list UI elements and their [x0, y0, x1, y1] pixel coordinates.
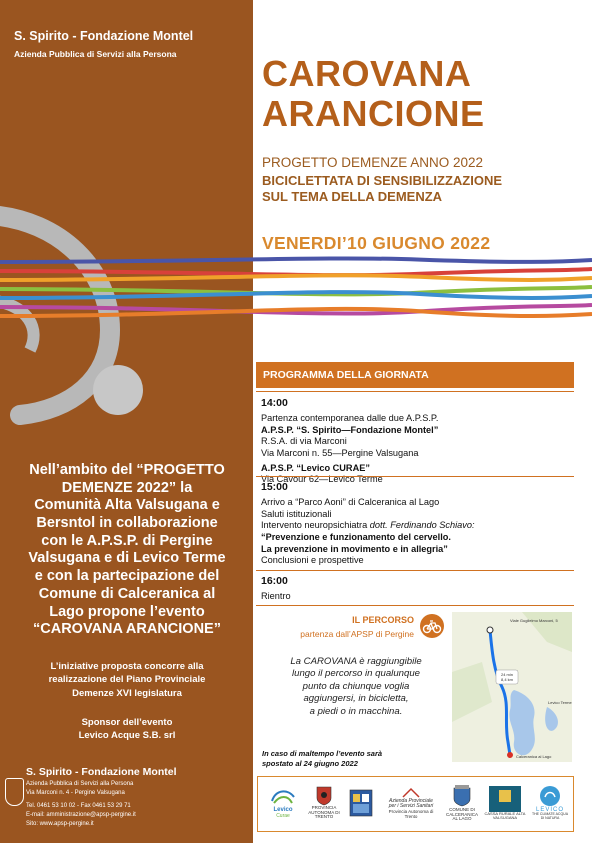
plan-note: L’iniziative proposta concorre alla realizzazione del Piano Provinciale Demenze XVI legislatura: [48, 661, 206, 699]
schedule-time: 14:00: [261, 397, 288, 409]
schedule-time: 16:00: [261, 575, 288, 587]
event-date: VENERDI’10 GIUGNO 2022: [262, 233, 491, 253]
organization-subtitle: Azienda Pubblica di Servizi alla Persona: [14, 49, 177, 59]
event-tagline: BICICLETTATA DI SENSIBILIZZAZIONE SUL TEMA DELLA DEMENZA: [262, 173, 503, 204]
footer-website[interactable]: Sito: www.apsp-pergine.it: [26, 821, 94, 827]
levico-curae-logo: Levico Curae: [264, 783, 302, 823]
route-subtitle: partenza dall’APSP di Pergine: [300, 629, 414, 639]
cassa-rurale-logo: CASSA RURALE ALTA VALSUGANA: [484, 783, 526, 823]
schedule-time: 15:00: [261, 481, 288, 493]
route-title: IL PERCORSO: [352, 615, 414, 625]
schedule-block-1600: 16:00 Rientro: [261, 575, 571, 603]
comune-calceranica-logo: COMUNE DI CALCERANICA AL LAGO: [444, 783, 480, 823]
footer-subtitle: Azienda Pubblica di Servizi alla Persona: [26, 781, 134, 787]
provincia-trento-logo: PROVINCIA AUTONOMA DI TRENTO: [308, 783, 340, 823]
divider: [256, 476, 574, 477]
partner-logos: [257, 776, 574, 832]
footer-address: Via Marconi n. 4 - Pergine Valsugana: [26, 790, 125, 796]
map-distance: 8,4 km: [500, 677, 514, 682]
map-time: 24 min: [500, 672, 514, 677]
schedule-block-1400: 14:00 Partenza contemporanea dalle due A.P.S.P. A.P.S.P. “S. Spirito—Fondazione Montel” R.S.A. di via Marconi Via Marconi n. 55—Pergine Valsugana A.P.S.P. “Levico CURAE” Via Cavour 62—Levico Terme: [261, 397, 571, 486]
footer-org-name: S. Spirito - Fondazione Montel: [26, 766, 177, 778]
sponsor-label: Sponsor dell’evento: [81, 717, 173, 728]
divider: [256, 605, 574, 606]
footer-email[interactable]: E-mail: amministrazione@apsp-pergine.it: [26, 812, 136, 818]
divider: [256, 391, 574, 392]
color-stripe: [0, 275, 592, 280]
levico-acque-logo: LEVICO THE CLIMATE ACQUA DI NATURA: [530, 783, 570, 823]
intro-paragraph: Nell’ambito del “PROGETTO DEMENZE 2022” la Comunità Alta Valsugana e Bersntol in collaborazione con le A.P.S.P. di Pergine Valsugana e di Levico Terme e con la partecipazione del Comune di Calceranica al Lago propone l’evento “CAROVANA ARANCIONE”: [28, 462, 226, 638]
footer-phone: Tel. 0461 53 10 02 - Fax 0461 53 29 71: [26, 803, 131, 809]
program-heading: PROGRAMMA DELLA GIORNATA: [256, 362, 574, 388]
organization-name: S. Spirito - Fondazione Montel: [14, 29, 194, 43]
divider: [256, 570, 574, 571]
sponsor-name: Levico Acque S.B. srl: [78, 729, 176, 741]
map-label-start: Viale Guglielmo Marconi, 5: [510, 618, 558, 623]
color-stripe: [0, 258, 592, 262]
azienda-sanitaria-logo: Azienda Provinciale per i Servizi Sanitari Provincia Autonoma di Trento: [382, 783, 440, 823]
weather-note: In caso di maltempo l’evento sarà spostato al 24 giugno 2022: [262, 749, 383, 769]
map-label-levico: Levico Terme: [548, 700, 572, 705]
event-title: CAROVANA ARANCIONE: [262, 53, 485, 134]
bicycle-icon: [420, 614, 444, 638]
map-label-calceranica: Calceranica al Lago: [516, 754, 552, 759]
project-subtitle: PROGETTO DEMENZE ANNO 2022: [262, 155, 484, 170]
route-description: La CAROVANA è raggiungibile lungo il percorso in qualunque punto da chiunque voglia aggiungersi, in bicicletta, a piedi o in macchina.: [290, 656, 422, 717]
schedule-block-1500: 15:00 Arrivo a “Parco Aoni” di Calceranica al Lago Saluti istituzionali Intervento neuropsichiatra dott. Ferdinando Schiavo: “Prevenzione e funzionamento del cervello. La prevenzione in movimento e in allegria” Conclusioni e prospettive: [261, 481, 571, 567]
comunita-valsugana-logo: [346, 783, 376, 823]
route-map[interactable]: [452, 612, 572, 762]
